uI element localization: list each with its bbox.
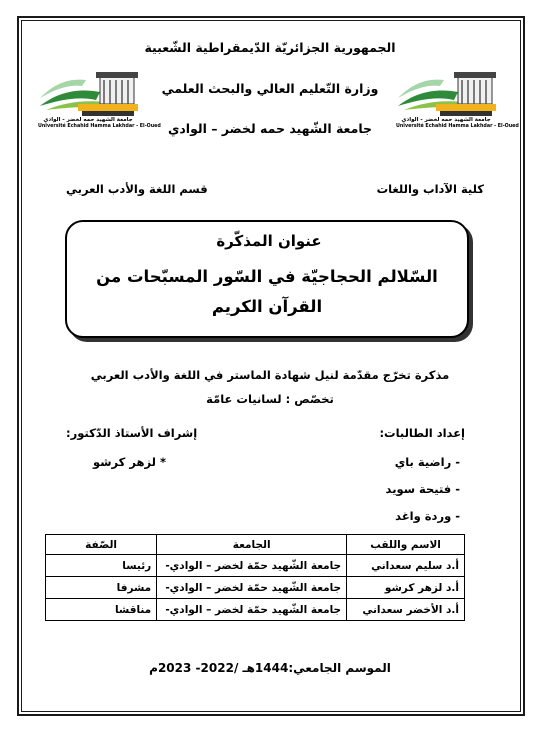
logo-caption-ar: جامعة الشهيد حمه لخضر - الوادي [43, 117, 133, 123]
students-label: إعداد الطالبات: [379, 426, 465, 440]
supervisor-label: إشراف الأستاذ الدّكتور: [66, 426, 198, 440]
column-header-name: الاسم واللقب [347, 535, 465, 555]
logo-caption-en: Université Echahid Hamma Lakhdar - El-Oued [396, 124, 519, 129]
column-header-role: الصّفة [46, 535, 157, 555]
university-logo-left [38, 62, 161, 132]
member-university: جامعة الشّهيد حمّة لخضر – الوادي- [157, 599, 347, 621]
specialty-line: تخصّص : لسانيات عامّة [206, 392, 334, 406]
title-box [65, 220, 469, 338]
ministry-line: وزارة التّعليم العالي والبحث العلمي [161, 81, 379, 96]
memo-title-heading: عنوان المذكّرة [216, 232, 322, 250]
member-role: مشرفا [46, 577, 157, 599]
member-role: رئيسا [46, 555, 157, 577]
republic-line: الجمهورية الجزائريّة الدّيمقراطية الشّعبية [144, 40, 396, 55]
supervisor-name: * لزهر كرشو [93, 455, 166, 469]
student-name: - راضية باي [394, 455, 460, 469]
academic-year: الموسم الجامعي:1444هـ /2022- 2023م [149, 661, 391, 675]
member-name: أ.د سليم سعداني [347, 555, 465, 577]
table-row [46, 555, 465, 577]
table-header-row [46, 535, 465, 555]
student-name: - فتيحة سويد [385, 482, 460, 496]
university-logo-icon [38, 62, 138, 118]
member-university: جامعة الشّهيد حمّة لخضر – الوادي- [157, 577, 347, 599]
faculty-name: كلية الآداب واللغات [376, 182, 484, 196]
memo-description: مذكرة تخرّج مقدّمة لنيل شهادة الماستر في اللغة والأدب العربي [90, 368, 450, 382]
university-line: جامعة الشّهيد حمه لخضر – الوادي [167, 121, 373, 136]
table-row [46, 577, 465, 599]
memo-title: السّلالم الحجاجيّة في السّور المسبّحات من القرآن الكريم [96, 267, 438, 316]
committee-table [45, 534, 465, 621]
member-name: أ.د الأخضر سعداني [347, 599, 465, 621]
logo-caption-ar: جامعة الشهيد حمه لخضر - الوادي [401, 117, 491, 123]
member-name: أ.د لزهر كرشو [347, 577, 465, 599]
logo-caption-en: Université Echahid Hamma Lakhdar - El-Oued [38, 124, 161, 129]
department-name: قسم اللغة والأدب العربي [66, 182, 208, 196]
table-row [46, 599, 465, 621]
university-logo-icon [396, 62, 496, 118]
university-logo-right [396, 62, 519, 132]
student-name: - وردة واغد [395, 509, 460, 523]
member-role: مناقشا [46, 599, 157, 621]
member-university: جامعة الشّهيد حمّة لخضر – الوادي- [157, 555, 347, 577]
column-header-university: الجامعة [157, 535, 347, 555]
